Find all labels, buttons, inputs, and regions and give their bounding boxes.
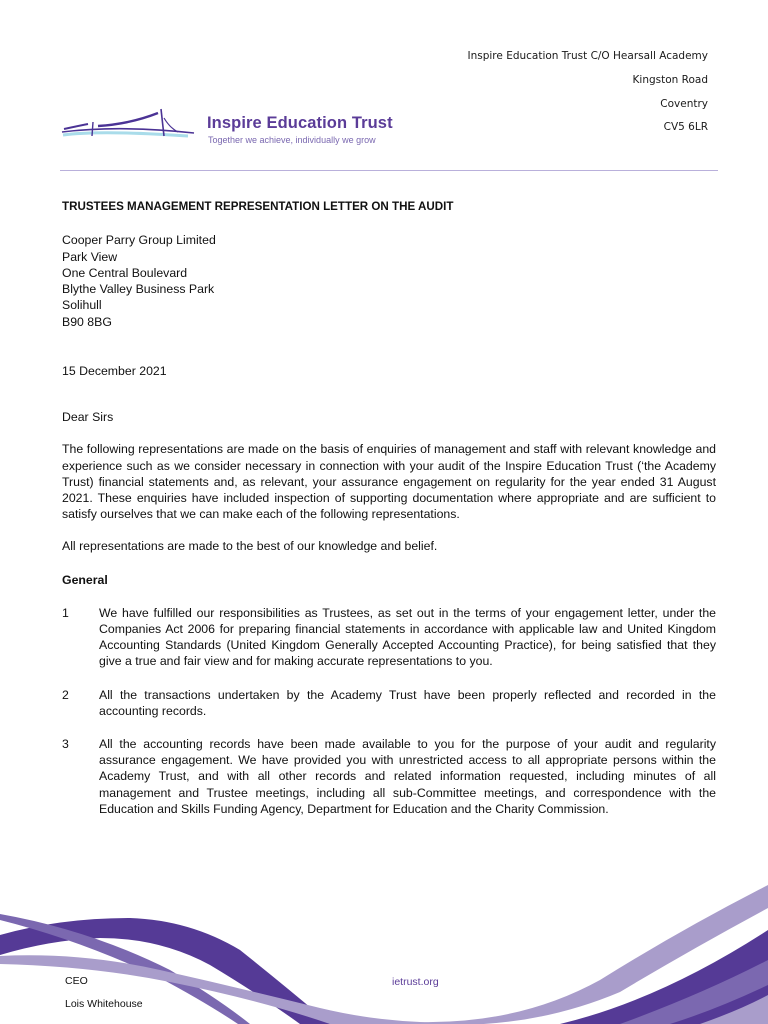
item-text: All the transactions undertaken by the Academy Trust have been properly reflected and recorded in the accounting records. [99,687,716,718]
footer-signatory: Lois Whitehouse [65,998,143,1010]
item-text: All the accounting records have been made available to you for the purpose of your audit and regularity assurance engagement. We have provided you with unrestricted access to all appropriate persons within the Academy Trust, and with all other records and related information requested, including minutes of all management and Trustee meetings, including all sub-Committee meetings, and correspondence with the Education and Skills Funding Agency, Department for Education and the Charity Commission. [99,737,716,816]
item-number: 1 [62,605,69,620]
header-divider [60,170,718,171]
belief-paragraph: All representations are made to the best of our knowledge and belief. [62,539,438,554]
logo-tagline: Together we achieve, individually we grow [208,135,376,145]
salutation: Dear Sirs [62,410,114,425]
recipient-address-line: Park View [62,249,118,264]
trust-logo [60,104,400,150]
representation-item [62,687,716,719]
recipient-address-line: One Central Boulevard [62,265,188,280]
letter-date: 15 December 2021 [62,363,167,378]
representation-item [62,605,716,670]
recipient-address-line: Blythe Valley Business Park [62,282,215,297]
sender-address-line: Inspire Education Trust C/O Hearsall Academy [467,50,708,62]
intro-paragraph: The following representations are made on the basis of enquiries of management and staff with relevant knowledge and experience such as we consider necessary in connection with your audit of the Inspire Education Trust (‘the Academy Trust) financial statements and, as relevant, your assurance engagement on regularity for the year ended 31 August 2021. These enquiries have included inspection of supporting documentation where appropriate and are sufficient to satisfy ourselves that we can make each of the following representations. [62,442,716,522]
recipient-address-line: Solihull [62,298,102,313]
letter-body [62,199,716,817]
recipient-address [62,232,716,330]
bridge-logo-icon [60,108,196,144]
section-heading: General [62,572,108,587]
letter-title: TRUSTEES MANAGEMENT REPRESENTATION LETTER ON THE AUDIT [62,200,454,213]
sender-address-line: Coventry [660,97,708,110]
sender-address [468,49,709,144]
item-number: 2 [62,687,69,702]
sender-address-line: CV5 6LR [663,121,708,134]
item-text: We have fulfilled our responsibilities as Trustees, as set out in the terms of your engagement letter, under the Companies Act 2006 for preparing financial statements in accordance with applicable law and United Kingdom Accounting Standards (United Kingdom Generally Accepted Accounting Practice), for being satisfied that they give a true and fair view and for making accurate representations to you. [99,605,716,669]
item-number: 3 [62,737,69,752]
footer-role: CEO [65,975,88,987]
sender-address-line: Kingston Road [632,73,708,86]
footer-website-link[interactable]: ietrust.org [392,976,439,988]
recipient-address-line: Cooper Parry Group Limited [62,233,216,248]
representation-item [62,736,716,817]
recipient-address-line: B90 8BG [62,314,112,329]
logo-name: Inspire Education Trust [207,114,393,132]
